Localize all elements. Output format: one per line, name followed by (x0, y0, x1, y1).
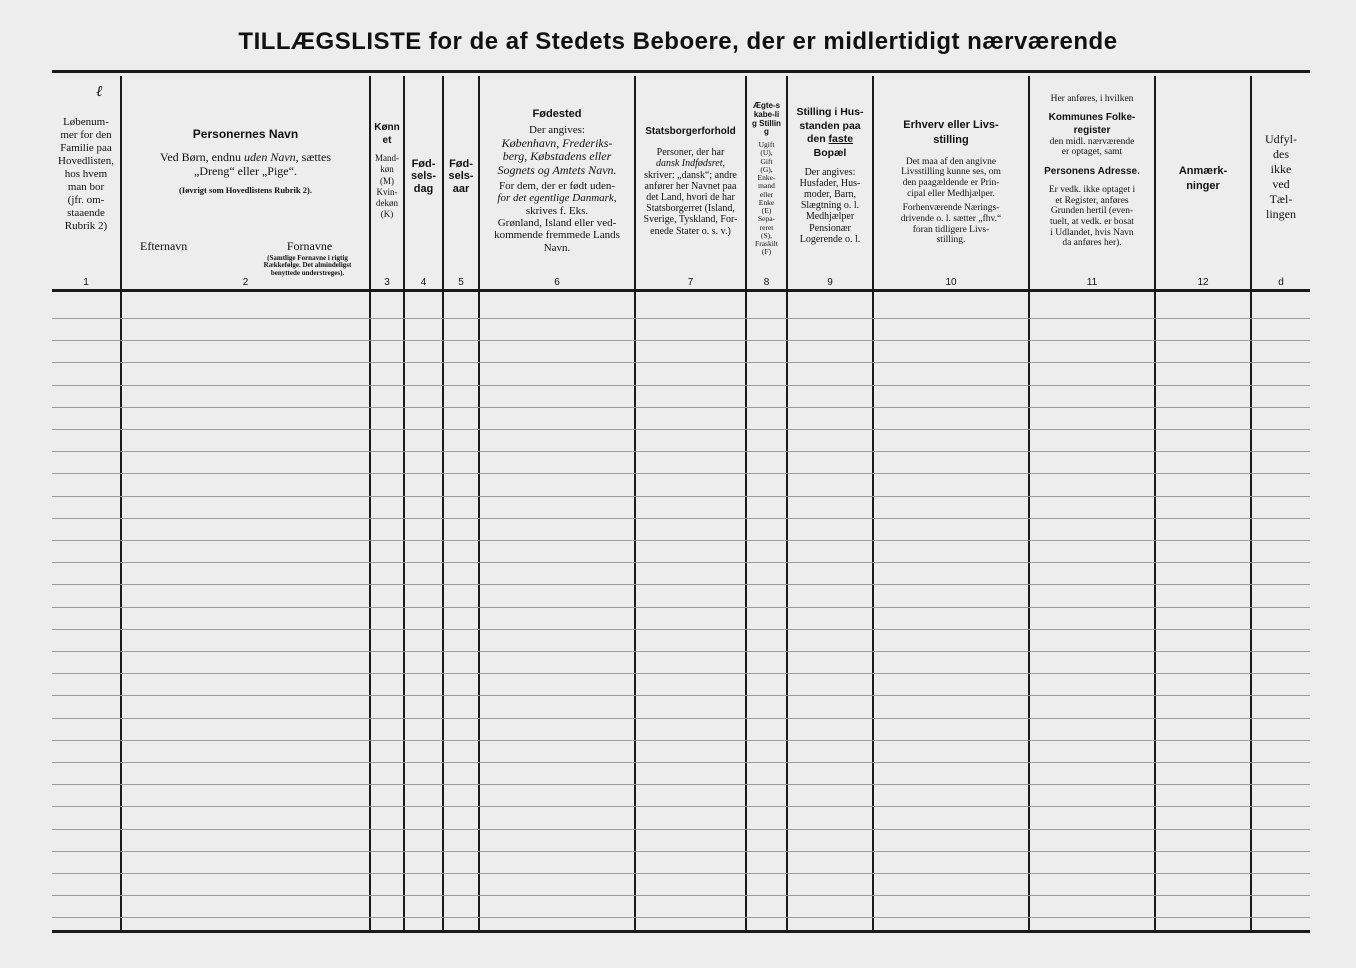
header-text: hos hvem (64, 167, 108, 180)
entry-row-line (52, 829, 1310, 830)
entry-row-line (52, 584, 1310, 585)
header-text: ikke (1270, 162, 1292, 176)
header-text: dansk Indfødsret, (655, 158, 726, 170)
entry-row-line (52, 607, 1310, 608)
entry-row-line (52, 806, 1310, 807)
entry-row-line (52, 362, 1310, 363)
header-text: Sverige, Tyskland, For- (643, 214, 738, 226)
header-text: (K) (380, 209, 394, 220)
header-text: kommende fremmede Lands (494, 229, 620, 242)
column-number: 2 (242, 277, 249, 288)
header-title: Bopæl (813, 146, 847, 159)
column-number: 5 (458, 277, 464, 288)
column-number: 9 (827, 277, 833, 288)
header-text: Personer, der har (656, 147, 725, 159)
header-text: Navn. (543, 241, 571, 254)
column-number: 8 (763, 277, 770, 288)
header-text: skriver: „dansk“; andre (644, 169, 737, 181)
column-header-11 (1030, 94, 1154, 300)
column-header-2 (122, 128, 369, 334)
header-title: Personens Adresse. (1044, 165, 1140, 177)
header-text: Der angives: (529, 124, 585, 137)
top-rule (52, 70, 1310, 73)
entry-row-line (52, 496, 1310, 497)
header-text: des (1273, 147, 1289, 161)
header-title: Fødested (532, 108, 582, 120)
entry-row-line (52, 340, 1310, 341)
header-text: (M) (380, 175, 394, 186)
entry-row-line (52, 385, 1310, 386)
header-text: drivende o. l. sætter „fhv.“ (900, 213, 1002, 224)
subheader-fornavne: Fornavne (286, 239, 333, 253)
header-text: Mand- (375, 153, 399, 163)
header-title: Ægte-skabe-lig Stilling (752, 102, 781, 137)
column-number: 10 (945, 277, 957, 288)
header-text: Familie paa (60, 141, 112, 154)
entry-row-line (52, 651, 1310, 652)
header-text: ved (1272, 177, 1290, 191)
entry-row-line (52, 740, 1310, 741)
column-number: 11 (1086, 277, 1098, 288)
header-text: Forhenværende Nærings- (902, 203, 1000, 214)
header-text: reret (759, 222, 774, 232)
entry-row-line (52, 540, 1310, 541)
column-number: 1 (83, 277, 89, 288)
header-text: Statsborgerret (Island, (646, 203, 735, 215)
header-text: den paagældende er Prin- (902, 178, 1000, 189)
header-text: (G), (760, 164, 773, 174)
entry-row-line (52, 895, 1310, 896)
header-text: Tæl- (1269, 192, 1293, 206)
column-number: 6 (554, 277, 560, 288)
subheader-efternavn: Efternavn (140, 239, 188, 253)
header-title: Fød-sels-dag (410, 158, 437, 195)
header-title: Fød-sels-aar (448, 158, 474, 195)
header-text: Der angives: (804, 166, 856, 178)
header-title: standen paa (799, 119, 861, 132)
entry-row-line (52, 518, 1310, 519)
header-text: cipal eller Medhjælper. (907, 188, 995, 199)
entry-row-line (52, 917, 1310, 918)
header-text: mand (758, 181, 775, 191)
header-text: For dem, der er født uden- (498, 179, 616, 192)
header-text: Gift (760, 156, 773, 166)
header-text: den midl. nærværende (1049, 136, 1135, 147)
column-number: 12 (1197, 277, 1209, 288)
header-text: (jfr. om- (67, 193, 105, 206)
header-text: Rubrik 2) (64, 219, 108, 232)
header-text: (E) (761, 206, 772, 216)
entry-row-line (52, 407, 1310, 408)
header-title: Kønnet (374, 122, 400, 146)
header-title: Statsborgerforhold (645, 126, 736, 137)
column-number: 4 (420, 277, 427, 288)
header-text: Hovedlisten, (58, 154, 114, 167)
header-text: Pensionær (809, 222, 851, 234)
header-note: (Iøvrigt som Hovedlistens Rubrik 2). (179, 185, 312, 196)
header-text: Logerende o. l. (799, 233, 861, 245)
header-text: København, Frederiks- (501, 135, 613, 150)
header-text: Sognets og Amtets Navn. (497, 162, 617, 177)
header-text: tuelt, at vedk. er bosat (1050, 216, 1134, 227)
column-header-10 (874, 118, 1028, 324)
header-title: Erhverv eller Livs-stilling (903, 119, 999, 147)
header-text: moder, Barn, (803, 188, 857, 200)
header-text: i Udlandet, hvis Navn (1050, 227, 1134, 238)
entry-row-line (52, 784, 1310, 785)
column-header-3 (371, 122, 403, 328)
header-text: stilling. (936, 235, 966, 246)
header-title: den (806, 133, 829, 146)
header-title: Anmærk-ninger (1178, 165, 1228, 193)
header-text: køn (380, 164, 394, 175)
entry-row-line (52, 562, 1310, 563)
header-text: Grønland, Island eller ved- (497, 216, 617, 229)
header-title: Kommunes Folke-register (1048, 111, 1136, 136)
header-text: Sepa- (757, 214, 776, 224)
header-text: Livsstilling kunne ses, om (901, 167, 1001, 178)
entry-row-line (52, 695, 1310, 696)
header-text: Løbenum- (63, 116, 109, 128)
header-text: foran tidligere Livs- (912, 224, 990, 235)
header-text: det Land, hvori de har (646, 191, 735, 203)
entry-row-line (52, 451, 1310, 452)
column-header-d (1252, 132, 1310, 338)
column-header-4 (405, 158, 442, 364)
header-text: et Register, anføres (1055, 195, 1129, 206)
header-text: (S), (760, 230, 773, 240)
entry-row-line (52, 851, 1310, 852)
entry-row-line (52, 473, 1310, 474)
header-text: Enke- (757, 173, 776, 183)
header-title: faste (828, 133, 854, 146)
header-text: Ved Børn, endnu (160, 150, 244, 165)
header-text: lingen (1266, 207, 1296, 221)
entry-row-line (52, 629, 1310, 630)
column-number: 7 (687, 277, 694, 288)
header-text: sættes (298, 150, 331, 165)
header-text: Slægtning o. l. (800, 200, 860, 212)
header-text: da anføres her). (1062, 238, 1122, 249)
column-number: d (1278, 277, 1284, 288)
header-text: Kvin- (376, 186, 398, 197)
header-title: Personernes Navn (192, 128, 299, 141)
column-number: 3 (384, 277, 390, 288)
column-header-5 (444, 158, 478, 364)
entry-row-line (52, 718, 1310, 719)
column-header-7 (636, 126, 745, 332)
subheader-note: (Samtlige Fornavne i rigtig Rækkefølge. Det almindeligst benyttede understreges). (263, 254, 352, 277)
entry-row-line (52, 429, 1310, 430)
handwritten-mark: ℓ (96, 84, 103, 100)
header-text: Grunden hertil (even- (1050, 206, 1134, 217)
header-text: berg, Købstadens eller (502, 149, 612, 164)
header-text: man bor (67, 180, 105, 193)
header-text: eller (759, 189, 774, 199)
header-text: anfører her Navnet paa (644, 180, 737, 192)
header-text: Er vedk. ikke optaget i (1048, 185, 1136, 196)
entry-row-line (52, 673, 1310, 674)
header-text: er optaget, samt (1061, 147, 1123, 158)
entry-row-line (52, 873, 1310, 874)
entry-row-line (52, 762, 1310, 763)
header-text: enede Stater o. s. v.) (650, 225, 731, 237)
header-text: Medhjælper (805, 211, 855, 223)
header-text: Udfyl- (1265, 132, 1297, 146)
entry-row-line (52, 318, 1310, 319)
header-text: (F) (761, 247, 772, 257)
column-header-1 (52, 116, 120, 322)
page-title: TILLÆGSLISTE for de af Stedets Beboere, der er midlertidigt nærværende (238, 28, 1118, 55)
header-text: Det maa af den angivne (905, 156, 997, 167)
header-text: Her anføres, i hvilken (1050, 94, 1134, 104)
header-text: (U), (760, 148, 773, 158)
header-text: mer for den (60, 128, 112, 141)
header-title: Stilling i Hus- (796, 106, 864, 118)
header-text: staaende (67, 206, 105, 219)
bottom-rule (52, 930, 1310, 933)
header-text: Husfader, Hus- (799, 177, 861, 189)
header-text: Fraskilt (755, 239, 778, 249)
header-text: Enke (758, 197, 775, 207)
header-text: skrives f. Eks. (525, 204, 589, 217)
header-text: uden Navn, (244, 150, 299, 165)
header-text: „Dreng“ eller „Pige“. (194, 163, 297, 178)
header-text: for det egentlige Danmark, (497, 192, 617, 205)
header-text: dekøn (376, 198, 398, 208)
header-text: Ugift (758, 140, 775, 150)
